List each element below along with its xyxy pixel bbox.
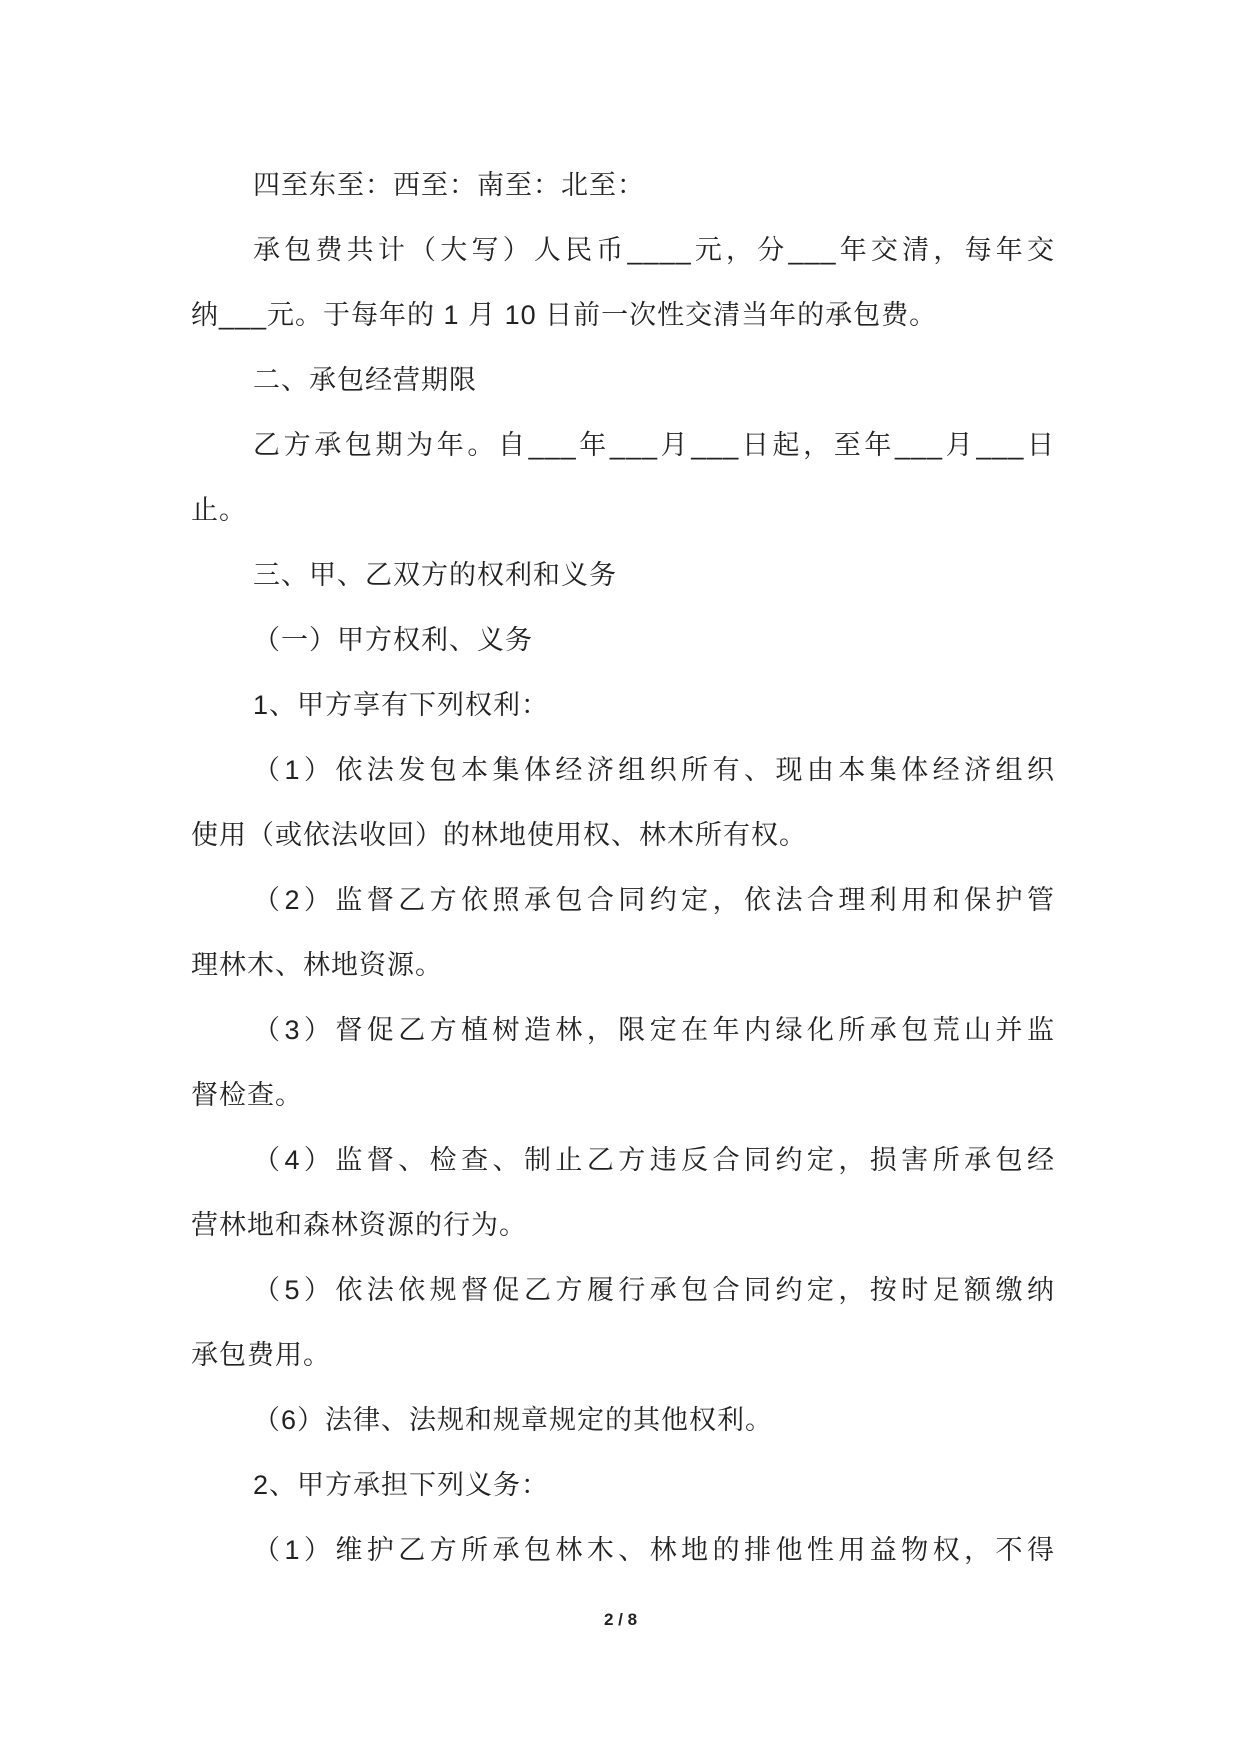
list-heading-party-a-obligations: 2、甲方承担下列义务： bbox=[253, 1470, 550, 1500]
list-item-right-2-line-1: （2）监督乙方依照承包合同约定，依法合理利用和保护管 bbox=[253, 885, 1055, 915]
list-item-right-2-line-2: 理林木、林地资源。 bbox=[191, 950, 443, 980]
document-body bbox=[191, 153, 1055, 1583]
page-number: 2 / 8 bbox=[603, 1610, 638, 1629]
list-item-obligation-1-line-1: （1）维护乙方所承包林木、林地的排他性用益物权，不得 bbox=[253, 1535, 1055, 1565]
section-heading-term: 二、承包经营期限 bbox=[253, 365, 477, 395]
paragraph-term-line-1: 乙方承包期为年。自___年___月___日起，至年___月___日 bbox=[253, 430, 1055, 460]
list-item-right-3-line-1: （3）督促乙方植树造林，限定在年内绿化所承包荒山并监 bbox=[253, 1015, 1055, 1045]
list-item-right-1-line-1: （1）依法发包本集体经济组织所有、现由本集体经济组织 bbox=[253, 755, 1055, 785]
list-item-right-3-line-2: 督检查。 bbox=[191, 1080, 303, 1110]
list-item-right-1-line-2: 使用（或依法收回）的林地使用权、林木所有权。 bbox=[191, 820, 807, 850]
list-item-right-6: （6）法律、法规和规章规定的其他权利。 bbox=[253, 1405, 774, 1435]
list-item-right-5-line-2: 承包费用。 bbox=[191, 1340, 331, 1370]
paragraph-contract-fee-line-2: 纳___元。于每年的 1 月 10 日前一次性交清当年的承包费。 bbox=[191, 300, 938, 330]
list-item-right-4-line-2: 营林地和森林资源的行为。 bbox=[191, 1210, 527, 1240]
list-item-right-4-line-1: （4）监督、检查、制止乙方违反合同约定，损害所承包经 bbox=[253, 1145, 1055, 1175]
list-item-right-5-line-1: （5）依法依规督促乙方履行承包合同约定，按时足额缴纳 bbox=[253, 1275, 1055, 1305]
paragraph-boundaries: 四至东至：西至：南至：北至： bbox=[253, 170, 645, 200]
subsection-heading-party-a: （一）甲方权利、义务 bbox=[253, 625, 533, 655]
section-heading-rights-obligations: 三、甲、乙双方的权利和义务 bbox=[253, 560, 617, 590]
paragraph-term-line-2: 止。 bbox=[191, 495, 247, 525]
list-heading-party-a-rights: 1、甲方享有下列权利： bbox=[253, 690, 550, 720]
paragraph-contract-fee-line-1: 承包费共计（大写）人民币____元，分___年交清，每年交 bbox=[253, 235, 1055, 265]
